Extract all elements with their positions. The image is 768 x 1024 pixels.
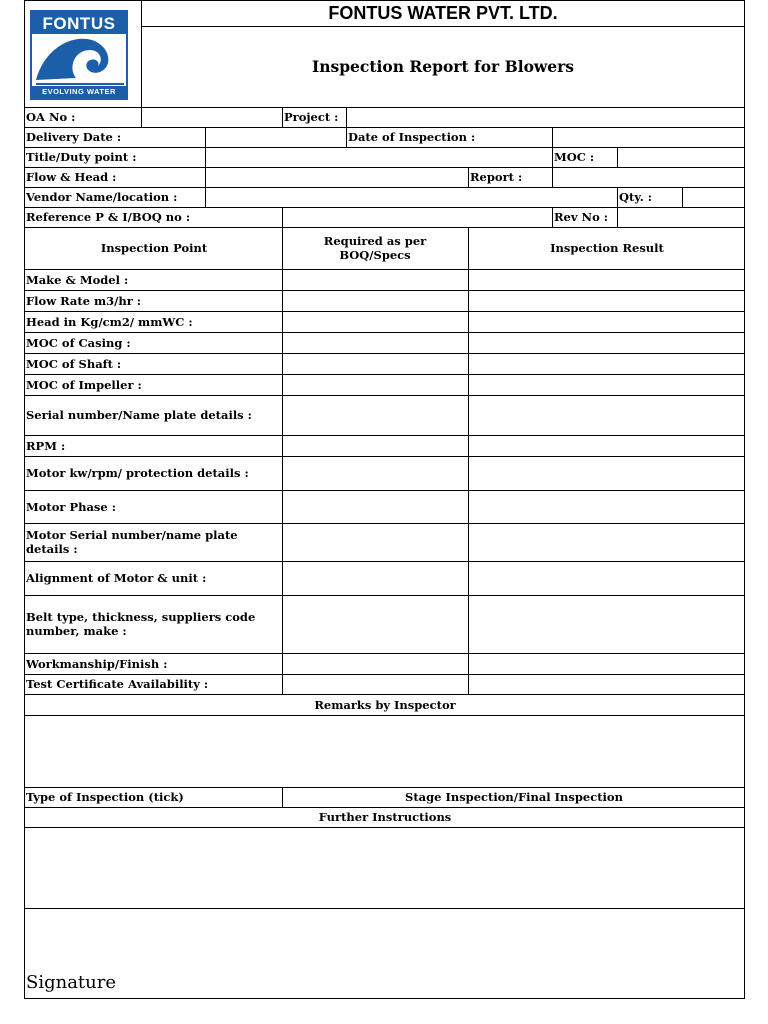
moc-field[interactable]	[617, 147, 744, 167]
logo-tagline: EVOLVING WATER	[42, 87, 116, 96]
flow-head-field[interactable]	[205, 167, 468, 187]
delivery-date-field[interactable]	[205, 127, 346, 147]
table-row-label: Make & Model :	[26, 272, 129, 287]
table-row-label: MOC of Casing :	[26, 335, 131, 350]
company-logo	[30, 10, 128, 100]
table-row-label: Test Certificate Availability :	[26, 677, 209, 691]
reference-label: Reference P & I/BOQ no :	[26, 210, 191, 224]
company-name: FONTUS WATER PVT. LTD.	[328, 2, 558, 23]
delivery-date-label: Delivery Date :	[26, 130, 122, 144]
divider	[24, 908, 745, 909]
table-row-label: MOC of Impeller :	[26, 377, 142, 392]
vendor-field[interactable]	[205, 187, 617, 207]
table-row-label: Belt type, thickness, suppliers code number, make :	[26, 610, 256, 638]
divider	[744, 0, 745, 999]
divider	[24, 0, 745, 1]
table-row-label: Serial number/Name plate details :	[26, 408, 252, 422]
remarks-field[interactable]	[24, 715, 744, 787]
oa-no-field[interactable]	[141, 107, 282, 127]
qty-field[interactable]	[682, 187, 744, 207]
logo-text: FONTUS	[42, 14, 116, 33]
date-of-inspection-field[interactable]	[552, 127, 744, 147]
column-header-required: Required as per BOQ/Specs	[323, 234, 427, 262]
rev-no-field[interactable]	[617, 207, 744, 227]
table-row-label: Head in Kg/cm2/ mmWC :	[26, 314, 193, 329]
title-duty-label: Title/Duty point :	[26, 150, 137, 164]
reference-field[interactable]	[282, 207, 552, 227]
qty-label: Qty. :	[619, 190, 652, 204]
divider	[141, 0, 142, 107]
divider	[141, 26, 745, 27]
table-row-label: Alignment of Motor & unit :	[26, 571, 207, 585]
moc-label: MOC :	[554, 150, 595, 164]
rev-no-label: Rev No :	[554, 210, 608, 224]
column-header-result: Inspection Result	[550, 241, 664, 255]
report-label: Report :	[470, 170, 523, 184]
project-label: Project :	[284, 110, 339, 124]
signature-label: Signature	[26, 972, 117, 993]
oa-no-label: OA No :	[26, 110, 76, 124]
table-row-label: Motor Serial number/name plate details :	[26, 528, 238, 556]
divider	[468, 227, 469, 694]
project-field[interactable]	[346, 107, 744, 127]
remarks-label: Remarks by Inspector	[314, 697, 456, 712]
table-row-label: Flow Rate m3/hr :	[26, 293, 142, 308]
column-header-inspection-point: Inspection Point	[100, 241, 208, 255]
table-row-label: Motor Phase :	[26, 499, 116, 514]
type-of-inspection-value[interactable]: Stage Inspection/Final Inspection	[405, 790, 623, 804]
table-row-label: Workmanship/Finish :	[26, 656, 168, 671]
divider	[282, 227, 283, 694]
page-title: Inspection Report for Blowers	[311, 56, 575, 76]
table-row-label: MOC of Shaft :	[26, 356, 122, 371]
further-instructions-field[interactable]	[24, 827, 744, 908]
divider	[24, 998, 745, 999]
flow-head-label: Flow & Head :	[26, 170, 117, 184]
type-of-inspection-label: Type of Inspection (tick)	[26, 790, 184, 804]
vendor-label: Vendor Name/location :	[26, 190, 178, 204]
table-row-label: RPM :	[26, 438, 66, 453]
title-duty-field[interactable]	[205, 147, 552, 167]
date-of-inspection-label: Date of Inspection :	[348, 130, 476, 144]
further-instructions-label: Further Instructions	[318, 810, 452, 824]
report-field[interactable]	[552, 167, 744, 187]
table-row-label: Motor kw/rpm/ protection details :	[26, 466, 249, 480]
